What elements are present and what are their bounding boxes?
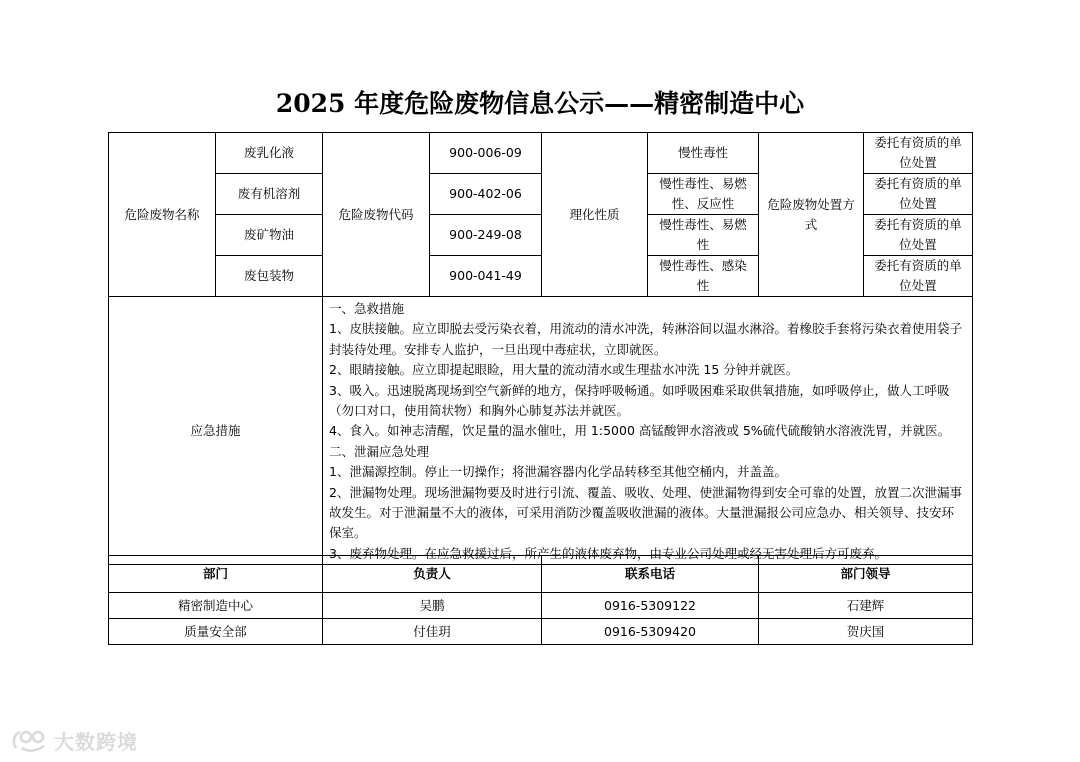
- contact-phone: 0916-5309122: [542, 593, 759, 619]
- emergency-line: 1、皮肤接触。应立即脱去受污染衣着，用流动的清水冲洗，转淋浴间以温水淋浴。着橡胶手套将污染衣着使用袋子封装待处理。安排专人监护，一旦出现中毒症状，立即就医。: [329, 321, 962, 357]
- disposal-cell: 委托有资质的单位处置: [864, 215, 973, 256]
- watermark-text: 大数跨境: [54, 730, 138, 754]
- disposal-cell: 委托有资质的单位处置: [864, 174, 973, 215]
- emergency-line: 一、急救措施: [329, 301, 405, 316]
- emergency-line: 1、泄漏源控制。停止一切操作；将泄漏容器内化学品转移至其他空桶内，并盖盖。: [329, 464, 787, 480]
- waste-code-cell: 900-006-09: [430, 133, 542, 174]
- property-cell: 慢性毒性、易燃性、反应性: [648, 174, 759, 215]
- contact-header-person: 负责人: [323, 556, 542, 593]
- waste-name-cell: 废有机溶剂: [216, 174, 323, 215]
- contact-header-phone: 联系电话: [542, 556, 759, 593]
- contact-header-dept: 部门: [109, 556, 323, 593]
- watermark-logo-icon: [10, 728, 50, 754]
- emergency-line: 3、吸入。迅速脱离现场到空气新鲜的地方，保持呼吸畅通。如呼吸困难采取供氧措施，如呼吸停止，做人工呼吸（勿口对口，使用简状物）和胸外心肺复苏法并就医。: [329, 382, 950, 419]
- waste-code-header: 危险废物代码: [323, 133, 430, 297]
- disposal-header: 危险废物处置方式: [759, 133, 864, 297]
- waste-name-header: 危险废物名称: [109, 133, 216, 297]
- property-header: 理化性质: [542, 133, 648, 297]
- hazardous-waste-table: [108, 132, 973, 565]
- emergency-line: 2、泄漏物处理。现场泄漏物要及时进行引流、覆盖、吸收、处理、使泄漏物得到安全可靠的处置，放置二次泄漏事故发生。对于泄漏量不大的液体，可采用消防沙覆盖吸收泄漏的液体。大量泄漏报公司应急办、相关领导、技安环保室。: [329, 484, 962, 541]
- contact-person: 付佳玥: [323, 619, 542, 645]
- waste-name-cell: 废乳化液: [216, 133, 323, 174]
- emergency-line: 3、废弃物处理。在应急救援过后，所产生的液体废弃物，由专业公司处理或经无害处理后方可废弃。: [329, 545, 887, 561]
- emergency-measures: [323, 297, 973, 565]
- contact-dept: 质量安全部: [109, 619, 323, 645]
- waste-code-cell: 900-041-49: [430, 256, 542, 297]
- contact-leader: 石建辉: [759, 593, 973, 619]
- watermark: [10, 726, 138, 755]
- contact-leader: 贺庆国: [759, 619, 973, 645]
- contact-person: 吴鹏: [323, 593, 542, 619]
- contact-header-leader: 部门领导: [759, 556, 973, 593]
- page-title: 2025 年度危险废物信息公示——精密制造中心: [275, 89, 805, 118]
- waste-code-cell: 900-402-06: [430, 174, 542, 215]
- emergency-line: 2、眼睛接触。应立即提起眼睑，用大量的流动清水或生理盐水冲洗 15 分钟并就医。: [329, 362, 799, 378]
- contact-phone: 0916-5309420: [542, 619, 759, 645]
- emergency-line: 二、泄漏应急处理: [329, 443, 430, 459]
- waste-name-cell: 废包装物: [216, 256, 323, 297]
- emergency-header: 应急措施: [109, 297, 323, 565]
- disposal-cell: 委托有资质的单位处置: [864, 133, 973, 174]
- property-cell: 慢性毒性、感染性: [648, 256, 759, 297]
- waste-code-cell: 900-249-08: [430, 215, 542, 256]
- contact-dept: 精密制造中心: [109, 593, 323, 619]
- property-cell: 慢性毒性、易燃性: [648, 215, 759, 256]
- emergency-line: 4、食入。如神志清醒，饮足量的温水催吐，用 1:5000 高锰酸钾水溶液或 5%硫代硫酸钠水溶液洗胃，并就医。: [329, 423, 951, 439]
- contact-table: [108, 555, 973, 645]
- disposal-cell: 委托有资质的单位处置: [864, 256, 973, 297]
- waste-name-cell: 废矿物油: [216, 215, 323, 256]
- property-cell: 慢性毒性: [648, 133, 759, 174]
